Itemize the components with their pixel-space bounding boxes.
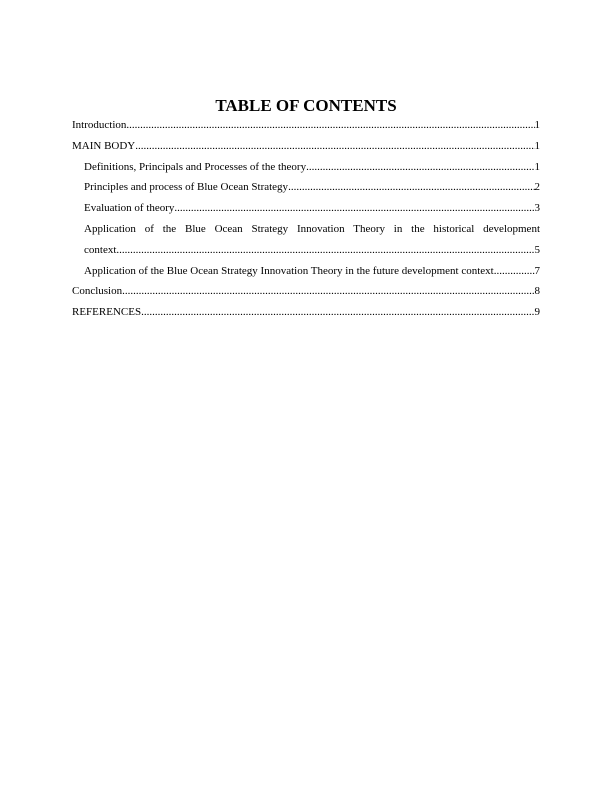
toc-entry-label: context <box>84 243 117 256</box>
toc-entry-label: REFERENCES <box>72 306 142 319</box>
dot-leader <box>288 177 534 198</box>
toc-entry-label: Principles and process of Blue Ocean Strategy <box>84 181 289 194</box>
toc-entry-main-body[interactable] <box>72 136 540 157</box>
toc-entry-page: 1 <box>534 139 540 152</box>
toc-entry-page: 3 <box>534 202 540 215</box>
toc-entry-conclusion[interactable] <box>72 281 540 302</box>
dot-leader <box>306 157 534 178</box>
toc-entry-introduction[interactable] <box>72 115 540 136</box>
toc-entry-label: Application of the Blue Ocean Strategy Innovation Theory in the historical development <box>84 222 540 235</box>
toc-entry-historical-line2[interactable] <box>72 240 540 261</box>
dot-leader <box>174 198 534 219</box>
toc-entry-page: 5 <box>534 243 540 256</box>
toc-entry-label: Definitions, Principals and Processes of the theory <box>84 160 307 173</box>
toc-entry-definitions[interactable] <box>72 157 540 178</box>
toc-entry-page: 1 <box>534 119 540 131</box>
toc-entry-future[interactable] <box>72 261 540 282</box>
toc-entry-label: Evaluation of theory <box>84 202 175 215</box>
dot-leader <box>122 281 534 302</box>
toc-entry-principles[interactable] <box>72 177 540 198</box>
toc-entry-page: 9 <box>534 306 540 319</box>
dot-leader <box>126 115 534 136</box>
toc-entry-label: Application of the Blue Ocean Strategy Innovation Theory in the future development context <box>84 264 494 277</box>
toc-title: TABLE OF CONTENTS <box>215 96 397 115</box>
toc-entry-label: Introduction <box>72 119 127 131</box>
toc-entry-references[interactable] <box>72 302 540 323</box>
dot-leader <box>494 261 535 282</box>
dot-leader <box>141 302 534 323</box>
toc-entry-evaluation[interactable] <box>72 198 540 219</box>
toc-entry-label: Conclusion <box>72 285 123 298</box>
toc-entry-page: 7 <box>534 264 540 277</box>
dot-leader <box>135 136 534 157</box>
toc-entry-page: 2 <box>534 181 540 194</box>
toc-entry-label: MAIN BODY <box>72 139 136 152</box>
toc-entry-page: 1 <box>534 160 540 173</box>
toc-entry-page: 8 <box>534 285 540 298</box>
table-of-contents <box>72 115 540 323</box>
dot-leader <box>116 240 534 261</box>
toc-entry-historical-line1[interactable] <box>72 219 540 240</box>
